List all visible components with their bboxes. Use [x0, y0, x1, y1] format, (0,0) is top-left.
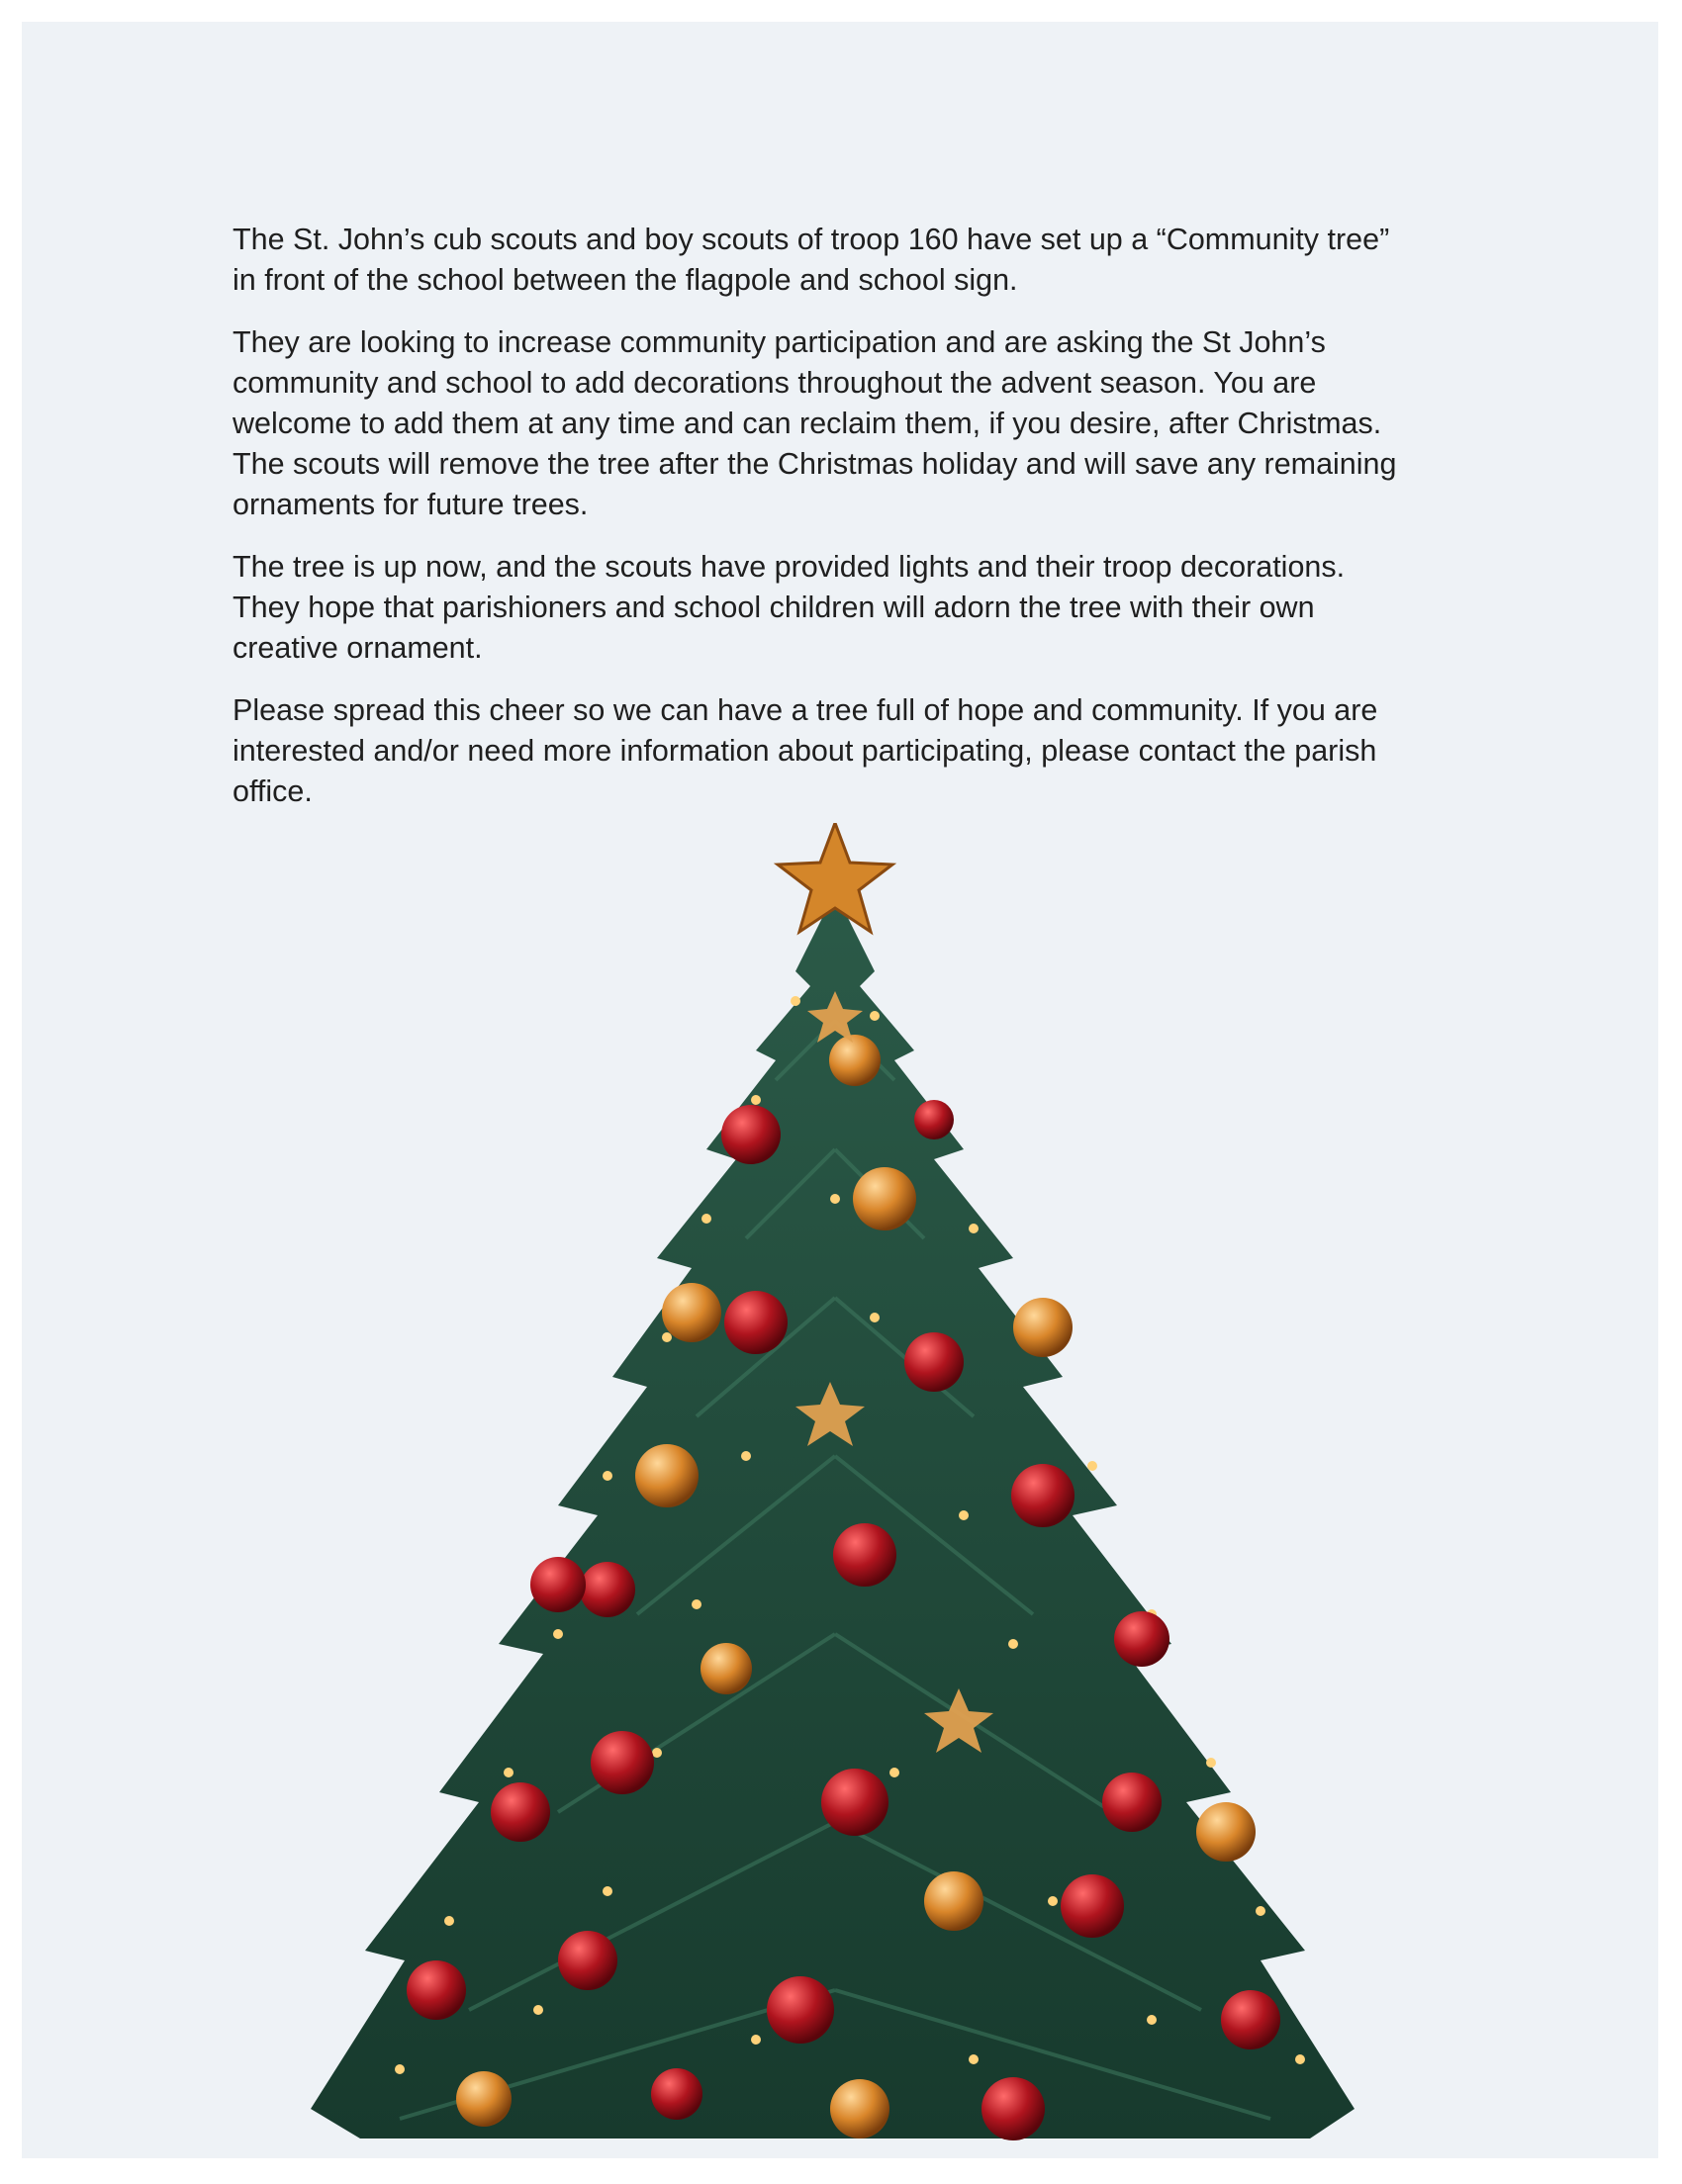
text-line: ornaments for future trees.: [233, 488, 589, 521]
text-line: They hope that parishioners and school children will adorn the tree with their own: [233, 591, 1315, 624]
text-line: The tree is up now, and the scouts have provided lights and their troop decorations.: [233, 550, 1346, 584]
tree-foliage: [311, 892, 1355, 2138]
text-line: office.: [233, 774, 313, 808]
christmas-tree-icon: [281, 823, 1389, 2158]
text-line: The scouts will remove the tree after the Christmas holiday and will save any remaining: [233, 447, 1397, 481]
text-line: They are looking to increase community participation and are asking the St John’s: [233, 325, 1326, 359]
paragraph-contact: [233, 690, 1459, 812]
text-line: welcome to add them at any time and can reclaim them, if you desire, after Christmas.: [233, 407, 1382, 440]
paragraph-participation: [233, 322, 1459, 525]
text-line: in front of the school between the flagpole and school sign.: [233, 263, 1018, 297]
paragraph-intro: [233, 220, 1459, 301]
text-line: The St. John’s cub scouts and boy scouts of troop 160 have set up a “Community tree”: [233, 223, 1390, 256]
text-line: community and school to add decorations throughout the advent season. You are: [233, 366, 1317, 400]
paragraph-tree-status: [233, 547, 1459, 669]
text-line: interested and/or need more information about participating, please contact the parish: [233, 734, 1377, 768]
scanned-page: [22, 22, 1658, 2158]
text-line: Please spread this cheer so we can have a tree full of hope and community. If you are: [233, 693, 1378, 727]
announcement-text: [233, 220, 1459, 834]
text-line: creative ornament.: [233, 631, 483, 665]
